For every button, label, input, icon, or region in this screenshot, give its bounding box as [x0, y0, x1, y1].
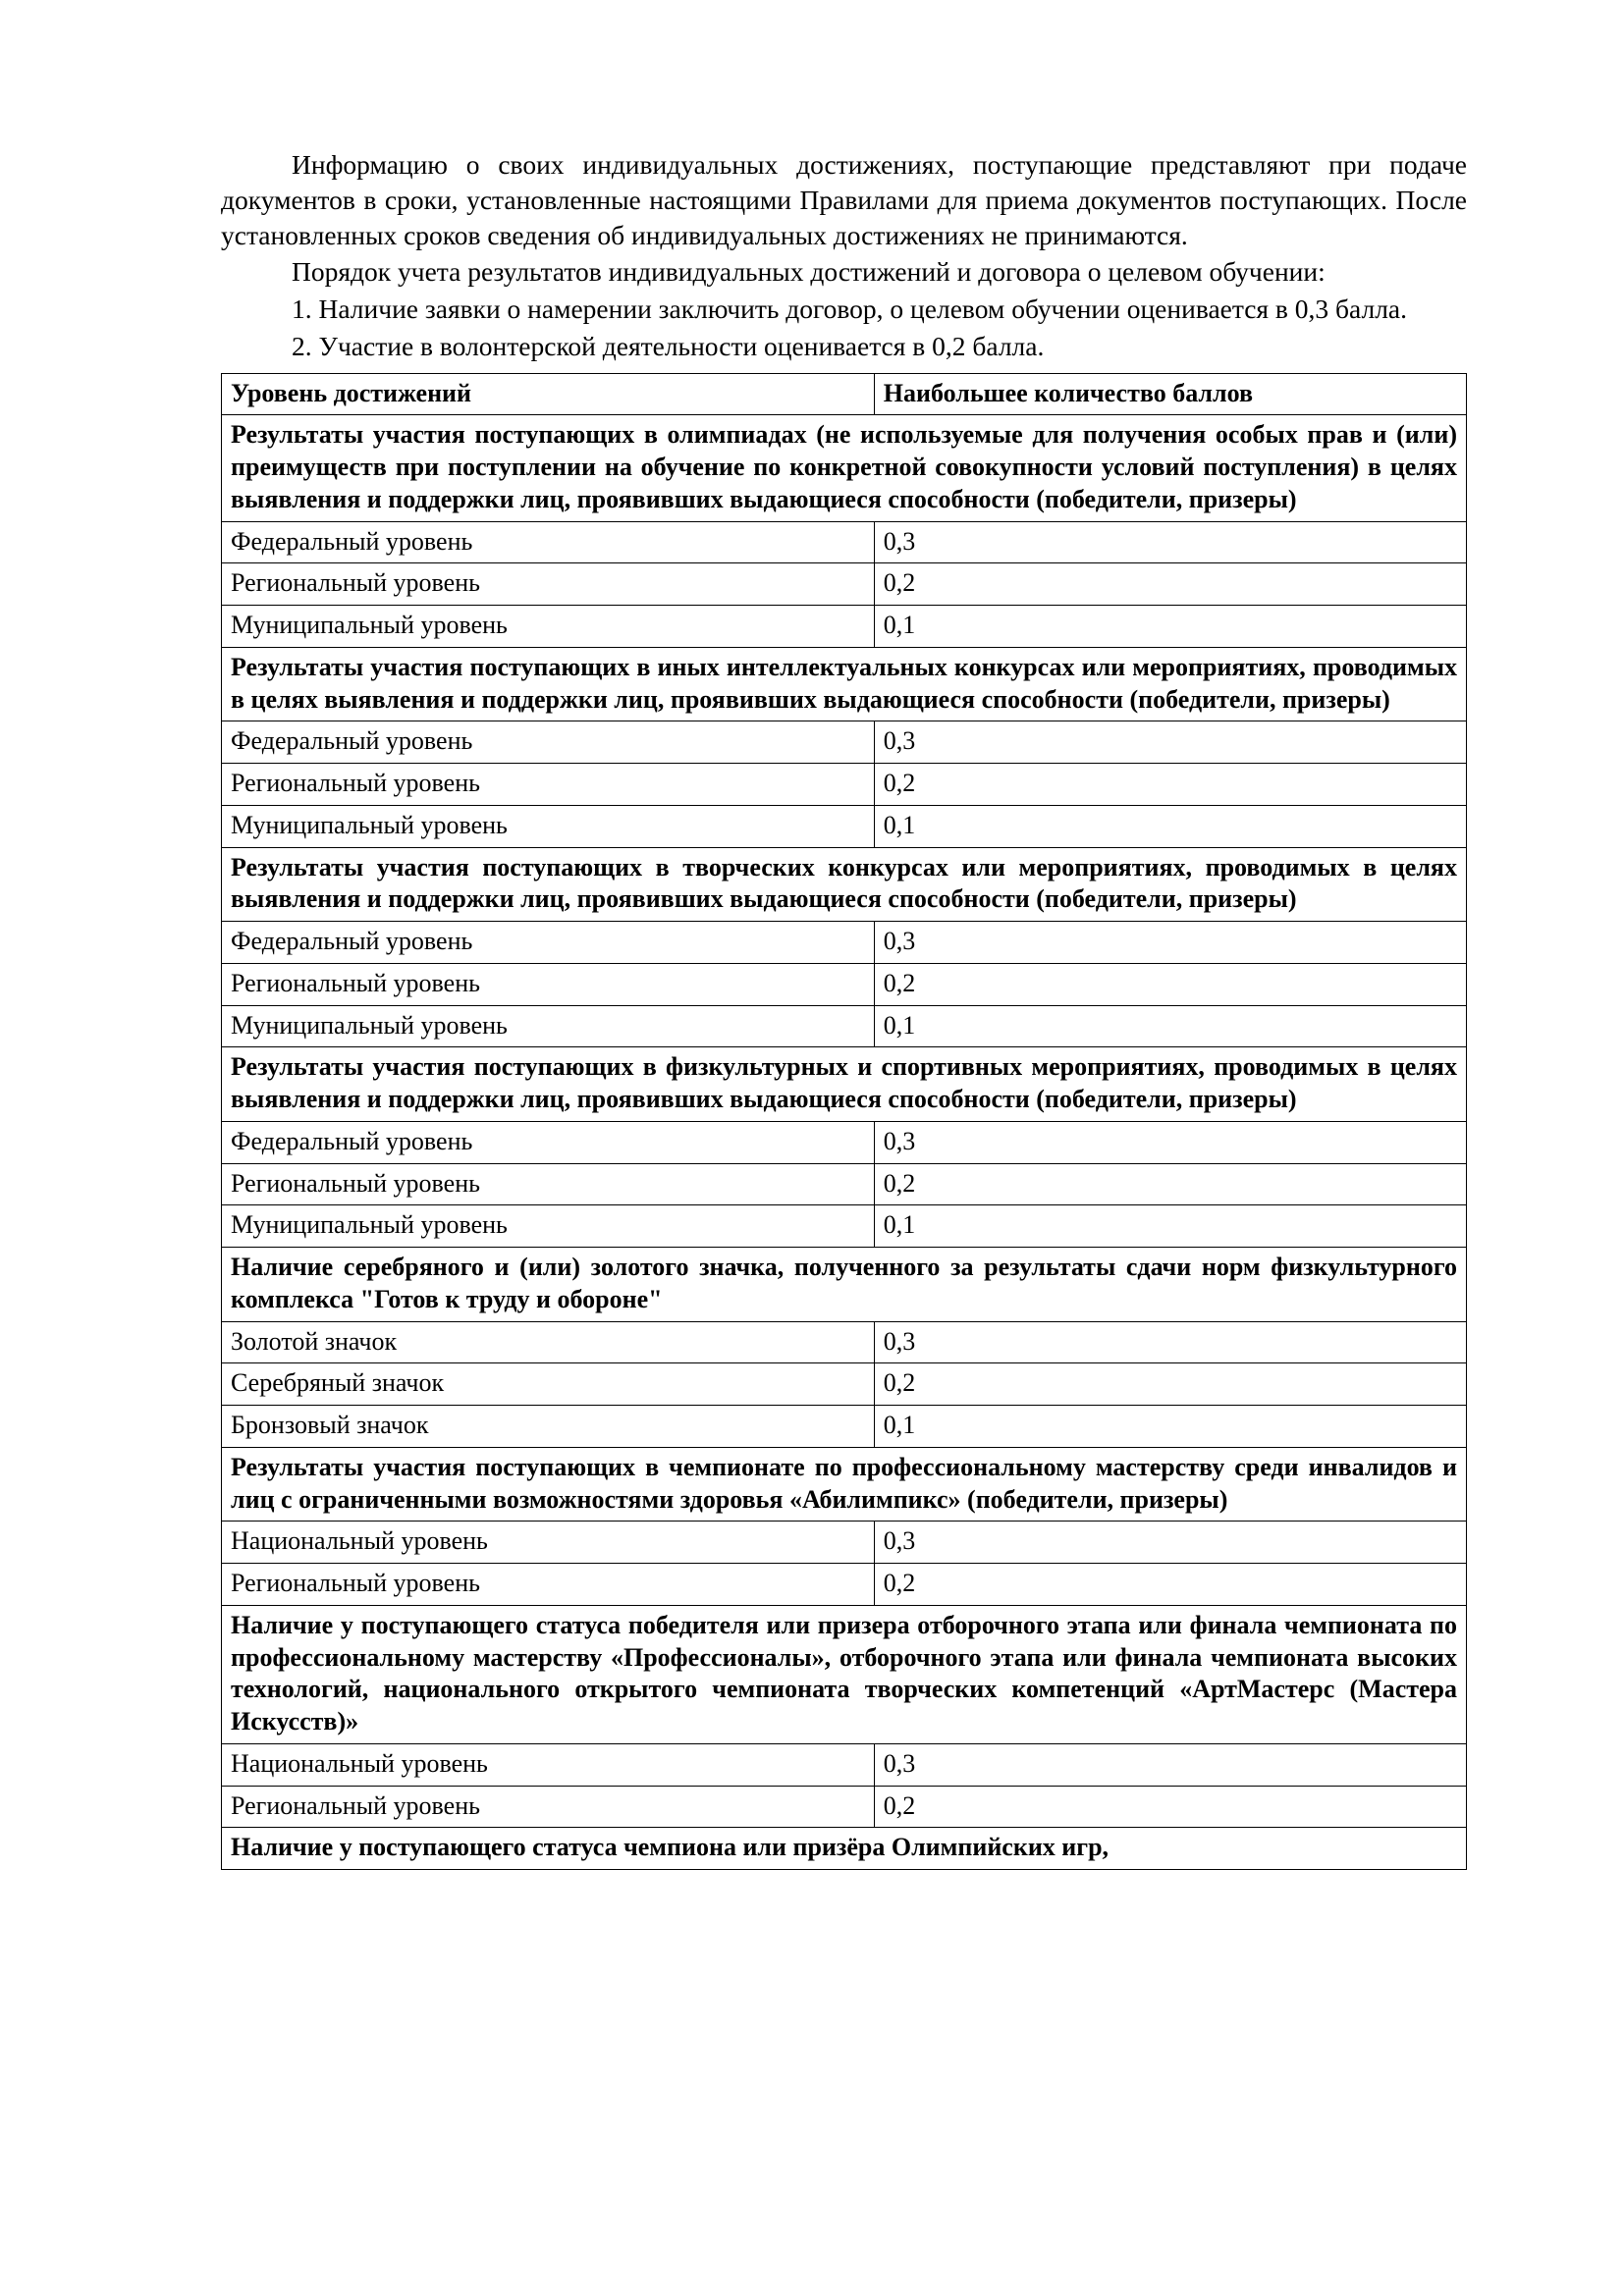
row-value: 0,2	[874, 1564, 1466, 1606]
row-label: Национальный уровень	[222, 1522, 875, 1564]
table-row	[222, 1121, 1467, 1163]
row-label: Муниципальный уровень	[222, 805, 875, 847]
table-row	[222, 1743, 1467, 1786]
table-row	[222, 1363, 1467, 1406]
section-title: Наличие у поступающего статуса чемпиона или призёра Олимпийских игр,	[222, 1828, 1467, 1870]
paragraph-3: 1. Наличие заявки о намерении заключить договор, о целевом обучении оценивается в 0,3 балла.	[292, 294, 1408, 324]
section-title: Наличие серебряного и (или) золотого значка, полученного за результаты сдачи норм физкультурного комплекса "Готов к труду и обороне"	[222, 1248, 1467, 1322]
section-title: Результаты участия поступающих в иных интеллектуальных конкурсах или мероприятиях, проводимых в целях выявления и поддержки лиц, проявивших выдающиеся способности (победители, призеры)	[222, 647, 1467, 721]
row-label: Региональный уровень	[222, 1564, 875, 1606]
row-label: Региональный уровень	[222, 1163, 875, 1205]
row-value: 0,3	[874, 721, 1466, 764]
table-row	[222, 963, 1467, 1005]
table-row	[222, 1406, 1467, 1448]
table-row	[222, 606, 1467, 648]
table-row	[222, 764, 1467, 806]
section-title: Наличие у поступающего статуса победителя или призера отборочного этапа или финала чемпионата по профессиональному мастерству «Профессионалы», отборочного этапа или финала чемпионата высоких технологий, национального открытого чемпионата творческих компетенций «АртМастерс (Мастера Искусств)»	[222, 1605, 1467, 1743]
column-header-level: Уровень достижений	[222, 373, 875, 415]
paragraph-4: 2. Участие в волонтерской деятельности оценивается в 0,2 балла.	[292, 330, 1045, 361]
table-row	[222, 1522, 1467, 1564]
row-value: 0,2	[874, 1786, 1466, 1828]
row-label: Серебряный значок	[222, 1363, 875, 1406]
table-header-row	[222, 373, 1467, 415]
row-label: Региональный уровень	[222, 1786, 875, 1828]
table-section-row	[222, 647, 1467, 721]
table-row	[222, 563, 1467, 606]
row-value: 0,1	[874, 1406, 1466, 1448]
row-label: Золотой значок	[222, 1321, 875, 1363]
table-row	[222, 1005, 1467, 1047]
row-value: 0,3	[874, 1121, 1466, 1163]
row-label: Муниципальный уровень	[222, 1205, 875, 1248]
table-row	[222, 1163, 1467, 1205]
table-section-row	[222, 1248, 1467, 1322]
table-section-row	[222, 1828, 1467, 1870]
row-value: 0,3	[874, 1321, 1466, 1363]
table-row	[222, 1564, 1467, 1606]
column-header-points: Наибольшее количество баллов	[874, 373, 1466, 415]
row-value: 0,1	[874, 606, 1466, 648]
row-value: 0,1	[874, 1205, 1466, 1248]
row-label: Региональный уровень	[222, 963, 875, 1005]
row-value: 0,3	[874, 521, 1466, 563]
row-label: Федеральный уровень	[222, 521, 875, 563]
row-value: 0,3	[874, 1743, 1466, 1786]
row-value: 0,3	[874, 922, 1466, 964]
paragraph-2: Порядок учета результатов индивидуальных достижений и договора о целевом обучении:	[292, 256, 1326, 288]
row-label: Региональный уровень	[222, 764, 875, 806]
section-title: Результаты участия поступающих в чемпионате по профессиональному мастерству среди инвалидов и лиц с ограниченными возможностями здоровья «Абилимпикс» (победители, призеры)	[222, 1447, 1467, 1522]
row-label: Федеральный уровень	[222, 1121, 875, 1163]
table-section-row	[222, 1047, 1467, 1122]
table-row	[222, 521, 1467, 563]
row-label: Муниципальный уровень	[222, 1005, 875, 1047]
row-value: 0,2	[874, 563, 1466, 606]
row-value: 0,2	[874, 1163, 1466, 1205]
table-row	[222, 1205, 1467, 1248]
row-label: Федеральный уровень	[222, 721, 875, 764]
section-title: Результаты участия поступающих в олимпиадах (не используемые для получения особых прав и (или) преимуществ при поступлении на обучение по конкретной совокупности условий поступления) в целях выявления и поддержки лиц, проявивших выдающиеся способности (победители, призеры)	[222, 415, 1467, 521]
section-title: Результаты участия поступающих в творческих конкурсах или мероприятиях, проводимых в целях выявления и поддержки лиц, проявивших выдающиеся способности (победители, призеры)	[222, 847, 1467, 922]
row-label: Муниципальный уровень	[222, 606, 875, 648]
table-row	[222, 721, 1467, 764]
table-row	[222, 1321, 1467, 1363]
table-section-row	[222, 1605, 1467, 1743]
row-value: 0,1	[874, 1005, 1466, 1047]
row-label: Национальный уровень	[222, 1743, 875, 1786]
row-value: 0,2	[874, 1363, 1466, 1406]
table-section-row	[222, 1447, 1467, 1522]
table-section-row	[222, 847, 1467, 922]
row-value: 0,2	[874, 963, 1466, 1005]
row-value: 0,1	[874, 805, 1466, 847]
row-value: 0,2	[874, 764, 1466, 806]
row-label: Региональный уровень	[222, 563, 875, 606]
table-section-row	[222, 415, 1467, 521]
paragraph-1: Информацию о своих индивидуальных достижениях, поступающие представляют при подаче документов в сроки, установленные настоящими Правилами для приема документов поступающих. После установленных сроков сведения об индивидуальных достижениях не принимаются.	[221, 149, 1467, 250]
section-title: Результаты участия поступающих в физкультурных и спортивных мероприятиях, проводимых в целях выявления и поддержки лиц, проявивших выдающиеся способности (победители, призеры)	[222, 1047, 1467, 1122]
row-value: 0,3	[874, 1522, 1466, 1564]
table-row	[222, 922, 1467, 964]
row-label: Федеральный уровень	[222, 922, 875, 964]
row-label: Бронзовый значок	[222, 1406, 875, 1448]
table-row	[222, 1786, 1467, 1828]
achievements-table	[221, 373, 1467, 1871]
table-row	[222, 805, 1467, 847]
